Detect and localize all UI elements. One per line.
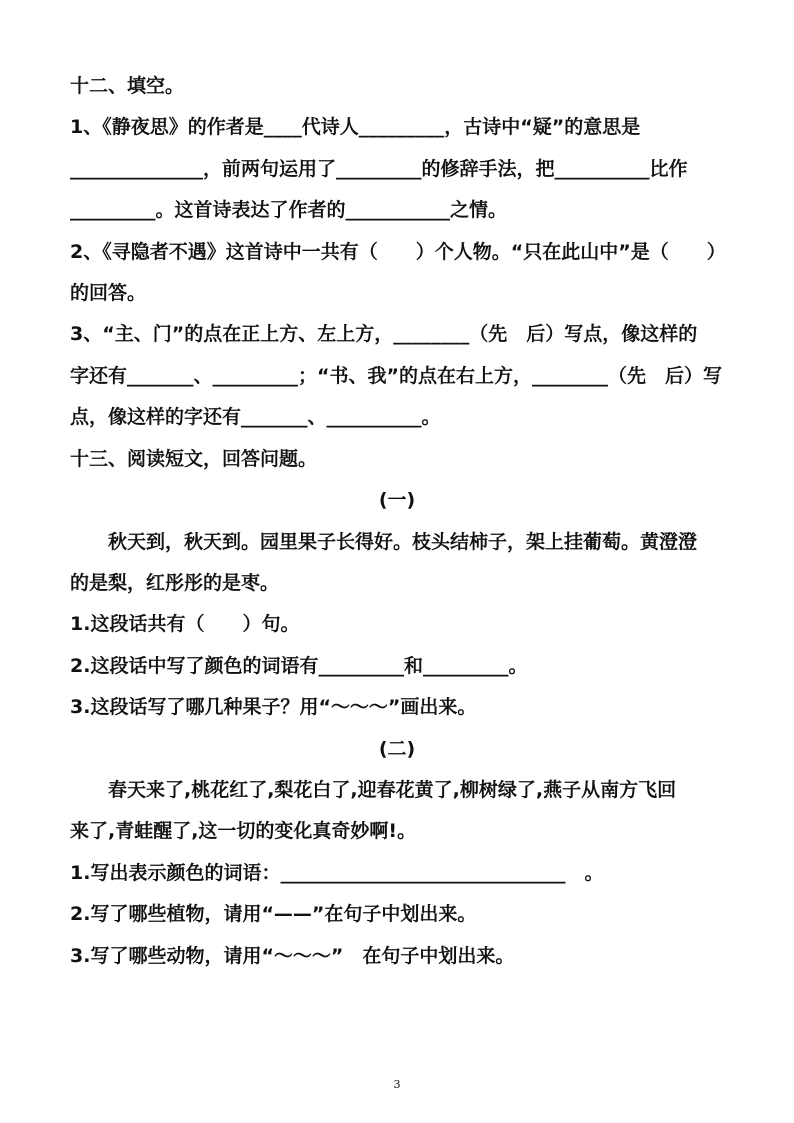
passage-1-question-2: 2.这段话中写了颜色的词语有_________和_________。 xyxy=(70,655,528,677)
question-3-line-2: 字还有_______、_________；“书、我”的点在右上方，________（先 后）写 xyxy=(70,365,722,387)
passage-1-title: (一) xyxy=(378,489,416,511)
passage-1-line-1: 秋天到，秋天到。园里果子长得好。枝头结柿子，架上挂葡萄。黄澄澄 xyxy=(70,531,698,553)
passage-1-line-2: 的是梨，红彤彤的是枣。 xyxy=(70,572,280,594)
passage-1-question-1: 1.这段话共有（ ）句。 xyxy=(70,613,300,635)
passage-2-question-1: 1.写出表示颜色的词语：______________________________ 。 xyxy=(70,862,604,884)
question-1-line-1: 1、《静夜思》的作者是____代诗人_________，古诗中“疑”的意思是 xyxy=(70,116,641,138)
section-13-heading: 十三、阅读短文，回答问题。 xyxy=(70,448,318,470)
question-3-line-1: 3、“主、门”的点在正上方、左上方，________（先 后）写点，像这样的 xyxy=(70,323,698,345)
question-1-line-2: ______________，前两句运用了_________的修辞手法，把__________比作 xyxy=(70,158,688,180)
question-2-line-2: 的回答。 xyxy=(70,282,147,304)
question-2-line-1: 2、《寻隐者不遇》这首诗中一共有（ ）个人物。“只在此山中”是（ ） xyxy=(70,241,726,263)
page-number: 3 xyxy=(393,1078,401,1091)
passage-2-line-2: 来了,青蛙醒了,这一切的变化真奇妙啊!。 xyxy=(70,820,417,842)
passage-2-line-1: 春天来了,桃花红了,梨花白了,迎春花黄了,柳树绿了,燕子从南方飞回 xyxy=(70,779,677,801)
passage-2-question-2: 2.写了哪些植物，请用“——”在句子中划出来。 xyxy=(70,903,477,925)
section-12-heading: 十二、填空。 xyxy=(70,75,185,97)
passage-2-question-3: 3.写了哪些动物，请用“～～～” 在句子中划出来。 xyxy=(70,945,515,967)
passage-1-question-3: 3.这段话写了哪几种果子？用“～～～”画出来。 xyxy=(70,696,477,718)
question-1-line-3: _________。这首诗表达了作者的___________之情。 xyxy=(70,199,508,221)
passage-2-title: (二) xyxy=(378,738,416,760)
question-3-line-3: 点，像这样的字还有_______、__________。 xyxy=(70,406,441,428)
